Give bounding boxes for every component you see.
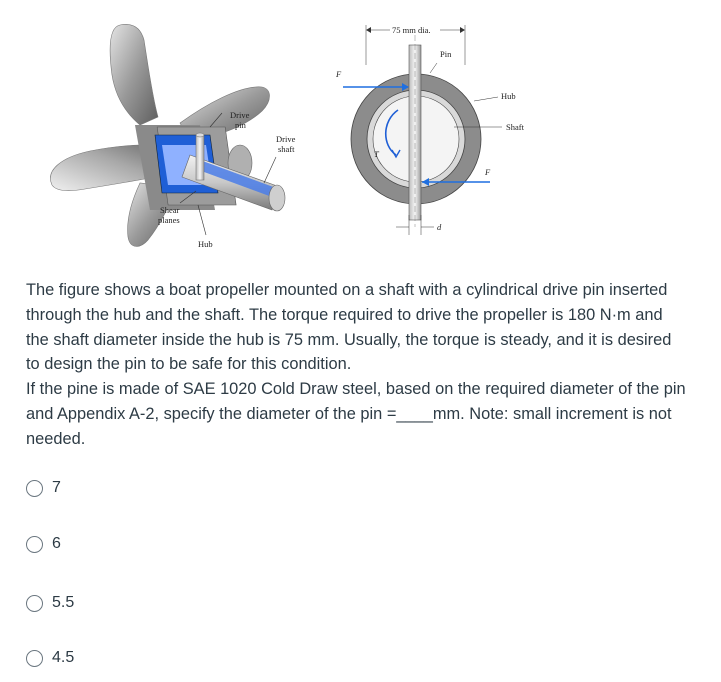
radio-button[interactable] [26, 480, 43, 497]
label-force-bottom: F [485, 167, 491, 177]
drive-pin [196, 133, 204, 180]
radio-button[interactable] [26, 650, 43, 667]
label-torque: T [374, 149, 379, 159]
label-shear-planes-2: planes [158, 215, 180, 225]
label-drive-shaft-2: shaft [278, 144, 295, 154]
question-paragraph-1: The figure shows a boat propeller mounted on a shaft with a cylindrical drive pin inserted through the hub and the shaft. The torque required to drive the propeller is 180 N·m and the shaft diameter inside the hub is 75 mm. Usually, the torque is steady, and it is desired to design the pin to be safe for this condition. [26, 281, 672, 374]
propeller-figure [40, 5, 540, 260]
label-hub: Hub [198, 239, 213, 249]
label-hub-right: Hub [501, 91, 516, 101]
label-shear-planes-1: Shear [160, 205, 180, 215]
option-label: 6 [52, 535, 61, 552]
option-3[interactable] [26, 591, 74, 615]
section-view [343, 25, 502, 235]
option-2[interactable] [26, 532, 61, 556]
question-paragraph-2: If the pine is made of SAE 1020 Cold Draw steel, based on the required diameter of the pin and Appendix A-2, specify the diameter of the pin =____mm. Note: small increment is not needed. [26, 380, 686, 448]
radio-button[interactable] [26, 536, 43, 553]
label-diameter: d [437, 222, 442, 232]
label-pin: Pin [440, 49, 452, 59]
option-4[interactable] [26, 646, 74, 670]
radio-button[interactable] [26, 595, 43, 612]
label-shaft: Shaft [506, 122, 524, 132]
label-drive-shaft-1: Drive [276, 134, 296, 144]
option-1[interactable] [26, 476, 61, 500]
label-force-top: F [336, 69, 342, 79]
label-dimension: 75 mm dia. [392, 25, 431, 35]
option-label: 7 [52, 479, 61, 496]
question-text [26, 278, 686, 452]
option-label: 5.5 [52, 594, 75, 611]
option-label: 4.5 [52, 649, 75, 666]
label-drive-pin-2: pin [235, 120, 246, 130]
label-drive-pin-1: Drive [230, 110, 250, 120]
propeller-diagram [40, 5, 540, 260]
